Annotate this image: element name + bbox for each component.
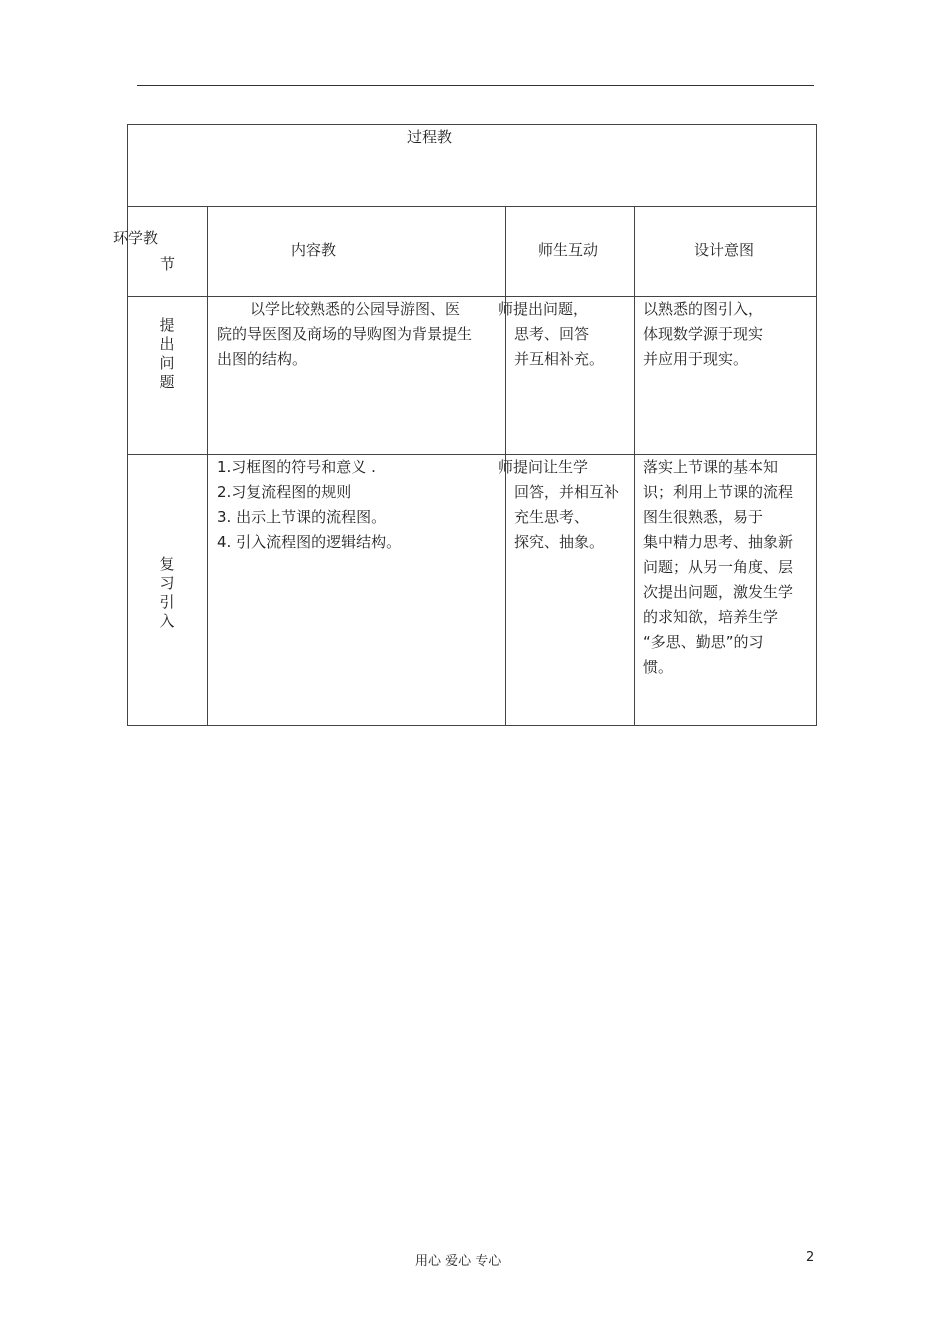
header-intent: 设计意图 [694, 241, 755, 259]
column-divider [207, 206, 208, 726]
interaction-cell: 师提出问题， 思考、回答 并互相补充。 [498, 300, 605, 368]
column-divider [634, 206, 635, 726]
content-cell: 1.习框图的符号和意义 . 2.习复流程图的规则 3. 出示上节课的流程图。 4. 引入流程图的逻辑结构。 [217, 458, 402, 551]
footer-motto: 用心 爱心 专心 [415, 1254, 502, 1269]
table-title: 过程教 [407, 128, 453, 146]
intent-cell: 以熟悉的图引入， 体现数学源于现实 并应用于现实。 [643, 300, 764, 368]
stage-label: 复 习 引 入 [159, 555, 175, 630]
row-divider [127, 206, 817, 207]
content-cell: 以学比较熟悉的公园导游图、医 院的导医图及商场的导购图为背景提生 出图的结构。 [217, 300, 473, 368]
header-interaction: 师生互动 [538, 241, 599, 259]
header-content: 内容教 [291, 241, 337, 259]
interaction-cell: 师提问让生学 回答，并相互补 充生思考、 探究、抽象。 [498, 458, 620, 551]
header-stage: 环学教 [113, 229, 159, 247]
stage-label: 提 出 问 题 [159, 316, 175, 391]
header-rule [137, 85, 814, 86]
intent-cell: 落实上节课的基本知 识；利用上节课的流程 图生很熟悉，易于 集中精力思考、抽象新 问题；从另一角度、层 次提出问题，激发生学 的求知欲，培养生学 “多思、勤思”的习 惯。 [643, 458, 794, 676]
page-number: 2 [806, 1250, 815, 1265]
header-stage-sub: 节 [160, 255, 176, 273]
